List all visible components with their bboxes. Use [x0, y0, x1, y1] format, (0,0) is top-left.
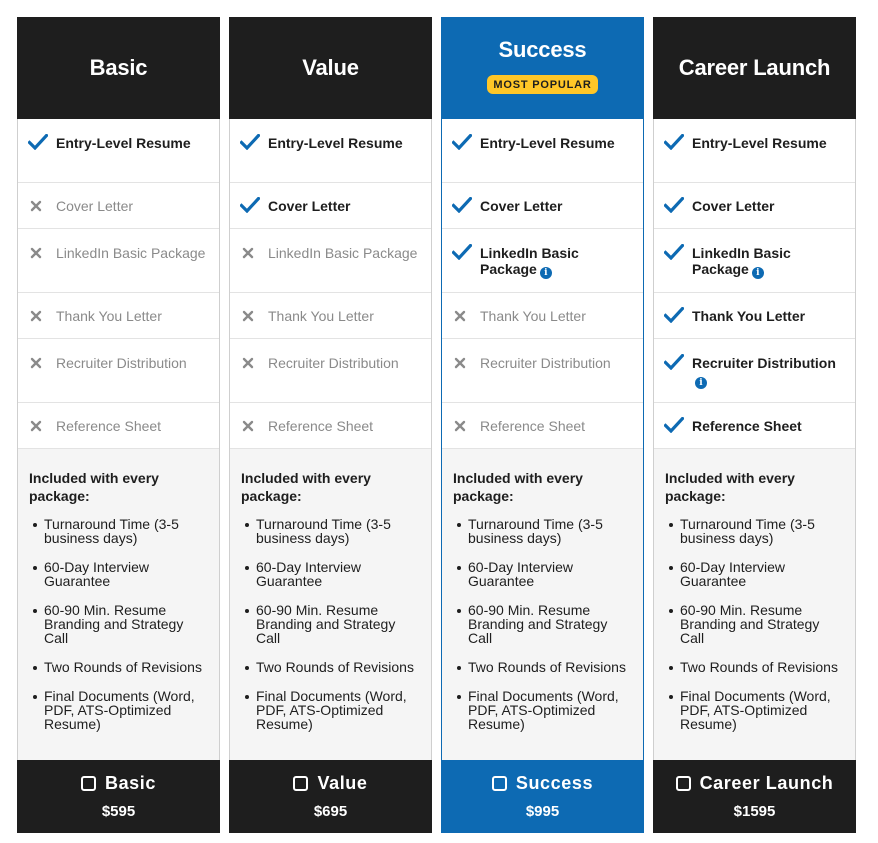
feature-label-text: Recruiter Distribution [268, 355, 399, 371]
x-icon [30, 420, 42, 432]
included-item: Two Rounds of Revisions [29, 660, 209, 674]
feature-label [480, 308, 586, 324]
package-column-career-launch [653, 17, 856, 833]
feature-label-text: Recruiter Distribution [692, 355, 836, 371]
feature-label-text: LinkedIn Basic Package [692, 245, 791, 277]
feature-status [28, 308, 56, 322]
checkbox-icon[interactable] [676, 776, 691, 791]
package-title: Value [302, 55, 359, 80]
package-header [229, 17, 432, 119]
included-title: Included with every package: [241, 470, 371, 504]
feature-status [28, 135, 56, 150]
select-package-checkbox[interactable] [81, 773, 156, 794]
check-icon [664, 134, 684, 150]
included-item: 60-Day Interview Guarantee [665, 560, 845, 588]
select-package-label[interactable]: Success [515, 773, 594, 793]
feature-row [442, 339, 643, 403]
feature-row [654, 339, 855, 403]
x-icon [242, 310, 254, 322]
feature-status [664, 418, 692, 433]
feature-list [230, 119, 431, 449]
select-package-checkbox[interactable] [293, 773, 367, 794]
included-item: Two Rounds of Revisions [241, 660, 421, 674]
included-list [29, 517, 209, 731]
checkbox-icon[interactable] [293, 776, 308, 791]
included-section [18, 449, 219, 760]
feature-label [268, 418, 373, 434]
feature-label-text: Cover Letter [268, 198, 351, 214]
included-item: Turnaround Time (3-5 business days) [453, 517, 633, 545]
check-icon [452, 134, 472, 150]
feature-row [442, 229, 643, 293]
feature-row [442, 183, 643, 229]
feature-label [56, 355, 187, 371]
feature-status [452, 135, 480, 150]
feature-label [268, 198, 350, 214]
x-icon [454, 420, 466, 432]
included-item: 60-Day Interview Guarantee [241, 560, 421, 588]
feature-status [28, 198, 56, 212]
included-item: 60-Day Interview Guarantee [29, 560, 209, 588]
package-price: $595 [101, 803, 136, 820]
feature-label-text: LinkedIn Basic Package [480, 245, 579, 277]
feature-row [230, 293, 431, 339]
x-icon [242, 357, 254, 369]
feature-row [442, 293, 643, 339]
check-icon [664, 417, 684, 433]
package-title: Basic [89, 55, 148, 80]
feature-label-text: Thank You Letter [480, 308, 586, 324]
feature-row [654, 293, 855, 339]
feature-status [240, 198, 268, 213]
included-item: 60-90 Min. Resume Branding and Strategy Call [241, 603, 421, 645]
feature-label [268, 308, 374, 324]
included-item: Turnaround Time (3-5 business days) [29, 517, 209, 545]
package-footer [17, 760, 220, 833]
feature-row [230, 229, 431, 293]
check-icon [240, 134, 260, 150]
included-item: 60-90 Min. Resume Branding and Strategy Call [453, 603, 633, 645]
x-icon [242, 420, 254, 432]
feature-label [480, 135, 615, 151]
feature-label-text: Recruiter Distribution [56, 355, 187, 371]
feature-status [240, 418, 268, 432]
package-footer [229, 760, 432, 833]
feature-label [480, 418, 585, 434]
feature-label-text: Cover Letter [480, 198, 563, 214]
feature-label-text: Recruiter Distribution [480, 355, 611, 371]
package-column-success [441, 17, 644, 833]
x-icon [30, 247, 42, 259]
included-item: Final Documents (Word, PDF, ATS-Optimized Resume) [665, 689, 845, 731]
feature-label [56, 245, 205, 261]
feature-row [654, 403, 855, 449]
feature-label-text: Entry-Level Resume [56, 135, 191, 151]
feature-label [56, 418, 161, 434]
feature-status [452, 245, 480, 260]
feature-label [56, 198, 133, 214]
package-column-basic [17, 17, 220, 833]
feature-status [452, 308, 480, 322]
feature-row [18, 119, 219, 183]
feature-label [692, 135, 827, 151]
feature-status [452, 418, 480, 432]
feature-label-text: Thank You Letter [692, 308, 806, 324]
included-item: 60-90 Min. Resume Branding and Strategy Call [29, 603, 209, 645]
feature-status [452, 355, 480, 369]
included-item: Final Documents (Word, PDF, ATS-Optimized Resume) [29, 689, 209, 731]
feature-row [442, 119, 643, 183]
included-title: Included with every package: [453, 470, 583, 504]
feature-label [56, 308, 162, 324]
included-section [442, 449, 643, 760]
package-footer [653, 760, 856, 833]
feature-status [240, 135, 268, 150]
feature-row [654, 119, 855, 183]
check-icon [452, 244, 472, 260]
feature-label [692, 418, 802, 434]
feature-status [240, 245, 268, 259]
check-icon [664, 197, 684, 213]
select-package-label[interactable]: Basic [104, 773, 157, 793]
feature-label [56, 135, 191, 151]
package-header [653, 17, 856, 119]
select-package-label[interactable]: Value [317, 773, 368, 793]
package-footer [441, 760, 644, 833]
included-title: Included with every package: [665, 470, 795, 504]
x-icon [242, 247, 254, 259]
feature-label-text: Reference Sheet [56, 418, 162, 434]
package-price: $1595 [733, 803, 776, 820]
included-item: Two Rounds of Revisions [453, 660, 633, 674]
package-title: Career Launch [678, 55, 831, 80]
select-package-label[interactable]: Career Launch [699, 773, 834, 793]
included-item: Two Rounds of Revisions [665, 660, 845, 674]
checkbox-icon[interactable] [81, 776, 96, 791]
feature-row [654, 183, 855, 229]
check-icon [452, 197, 472, 213]
feature-label-text: Reference Sheet [480, 418, 586, 434]
feature-label-text: Reference Sheet [692, 418, 802, 434]
x-icon [454, 357, 466, 369]
feature-row [230, 183, 431, 229]
feature-status [452, 198, 480, 213]
select-package-checkbox[interactable] [676, 773, 834, 794]
included-item: Turnaround Time (3-5 business days) [665, 517, 845, 545]
feature-label-text: Cover Letter [692, 198, 775, 214]
most-popular-badge: MOST POPULAR [487, 75, 597, 94]
feature-row [18, 183, 219, 229]
feature-label [480, 245, 633, 279]
included-item: Turnaround Time (3-5 business days) [241, 517, 421, 545]
check-icon [240, 197, 260, 213]
included-list [241, 517, 421, 731]
feature-row [18, 293, 219, 339]
select-package-checkbox[interactable] [492, 773, 593, 794]
feature-label-text: Entry-Level Resume [480, 135, 615, 151]
check-icon [664, 354, 684, 370]
check-icon [664, 244, 684, 260]
feature-row [230, 403, 431, 449]
check-icon [28, 134, 48, 150]
feature-label-text: Entry-Level Resume [268, 135, 403, 151]
feature-row [18, 403, 219, 449]
feature-status [240, 308, 268, 322]
package-header [441, 17, 644, 119]
feature-list [654, 119, 855, 449]
info-icon[interactable]: i [695, 377, 707, 389]
feature-status [664, 355, 692, 370]
included-item: 60-90 Min. Resume Branding and Strategy Call [665, 603, 845, 645]
included-section [230, 449, 431, 760]
x-icon [454, 310, 466, 322]
package-column-value [229, 17, 432, 833]
feature-status [664, 198, 692, 213]
feature-label [268, 355, 399, 371]
feature-row [230, 339, 431, 403]
feature-label-text: Thank You Letter [268, 308, 374, 324]
feature-row [654, 229, 855, 293]
checkbox-icon[interactable] [492, 776, 507, 791]
feature-status [664, 135, 692, 150]
feature-label [692, 198, 774, 214]
feature-row [18, 339, 219, 403]
feature-status [28, 245, 56, 259]
feature-status [664, 245, 692, 260]
feature-label-text: Cover Letter [56, 198, 134, 214]
included-list [665, 517, 845, 731]
feature-list [442, 119, 643, 449]
check-icon [664, 307, 684, 323]
feature-row [442, 403, 643, 449]
included-section [654, 449, 855, 760]
feature-label [480, 198, 562, 214]
package-title: Success [498, 37, 587, 62]
feature-label [268, 245, 417, 261]
info-icon[interactable]: i [752, 267, 764, 279]
feature-label [692, 308, 805, 324]
feature-label-text: Reference Sheet [268, 418, 374, 434]
info-icon[interactable]: i [540, 267, 552, 279]
feature-row [230, 119, 431, 183]
feature-label-text: LinkedIn Basic Package [56, 245, 206, 261]
x-icon [30, 200, 42, 212]
package-price: $995 [525, 803, 560, 820]
feature-label-text: Entry-Level Resume [692, 135, 827, 151]
feature-status [28, 355, 56, 369]
feature-label-text: Thank You Letter [56, 308, 162, 324]
feature-label [692, 355, 845, 389]
feature-status [240, 355, 268, 369]
feature-row [18, 229, 219, 293]
feature-label [480, 355, 611, 371]
feature-status [28, 418, 56, 432]
feature-label-text: LinkedIn Basic Package [268, 245, 418, 261]
feature-status [664, 308, 692, 323]
feature-label [692, 245, 845, 279]
package-header [17, 17, 220, 119]
package-price: $695 [313, 803, 348, 820]
included-list [453, 517, 633, 731]
x-icon [30, 310, 42, 322]
included-title: Included with every package: [29, 470, 159, 504]
x-icon [30, 357, 42, 369]
included-item: 60-Day Interview Guarantee [453, 560, 633, 588]
feature-list [18, 119, 219, 449]
included-item: Final Documents (Word, PDF, ATS-Optimized Resume) [453, 689, 633, 731]
feature-label [268, 135, 403, 151]
included-item: Final Documents (Word, PDF, ATS-Optimized Resume) [241, 689, 421, 731]
